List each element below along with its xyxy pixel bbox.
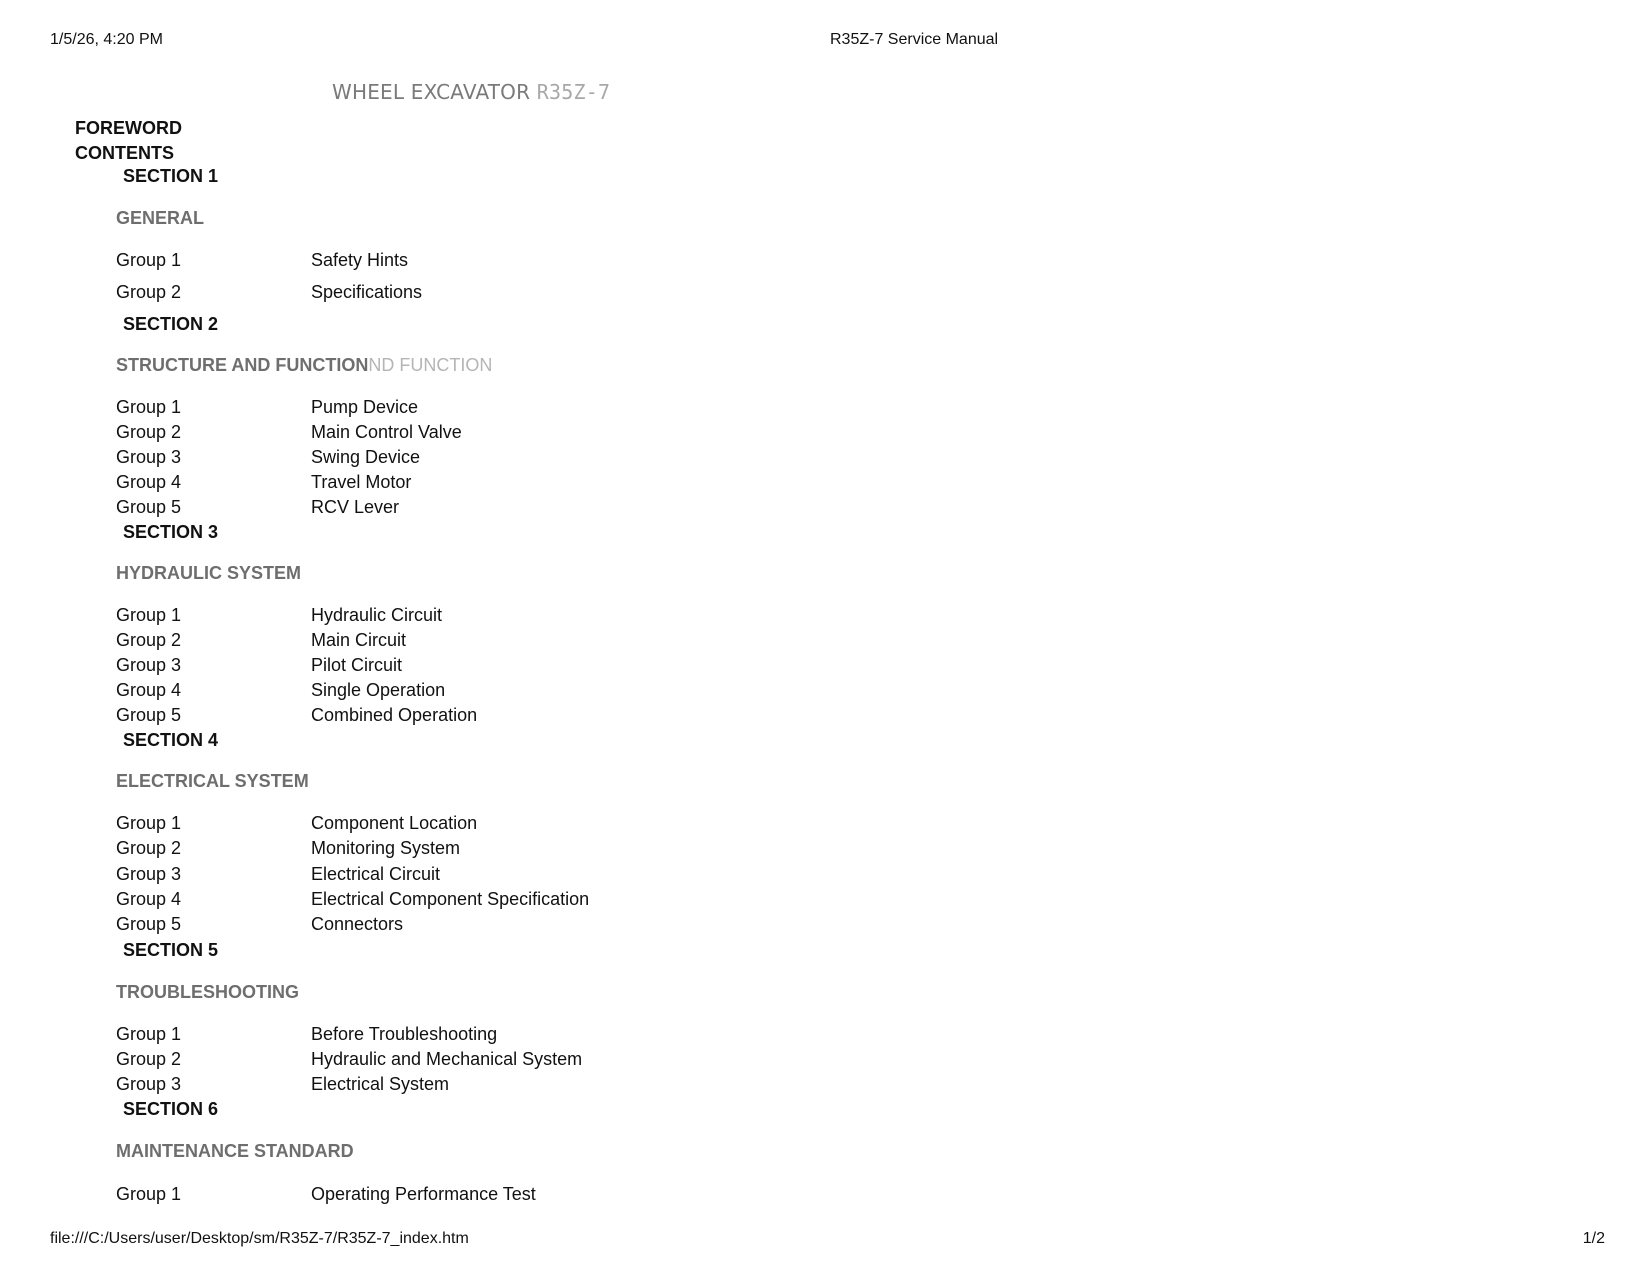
group-number-link[interactable]: Group 1 — [116, 397, 182, 417]
print-header-datetime: 1/5/26, 4:20 PM — [50, 31, 163, 48]
print-footer-page-number: 1/2 — [1582, 1230, 1605, 1247]
group-name-link[interactable]: Electrical System — [311, 1074, 450, 1094]
section-title-text: TROUBLESHOOTING — [116, 982, 299, 1002]
section-title-link[interactable] — [116, 355, 492, 376]
group-number-link[interactable]: Group 2 — [116, 838, 182, 858]
section-label: SECTION 6 — [123, 1099, 219, 1119]
group-name-link[interactable]: Before Troubleshooting — [311, 1024, 498, 1044]
group-number-link[interactable]: Group 4 — [116, 680, 182, 700]
group-name-link[interactable]: RCV Lever — [311, 497, 400, 517]
section-title-ghost-text: ND FUNCTION — [368, 355, 493, 375]
document-title-model: R35Z-7 — [536, 80, 611, 104]
group-name-link[interactable]: Electrical Component Specification — [311, 889, 590, 909]
print-header-title: R35Z-7 Service Manual — [830, 31, 999, 48]
group-name-link[interactable]: Single Operation — [311, 680, 446, 700]
group-name-link[interactable]: Component Location — [311, 813, 478, 833]
section-title-link[interactable] — [116, 563, 301, 584]
group-number-link[interactable]: Group 1 — [116, 1024, 182, 1044]
group-number-link[interactable]: Group 3 — [116, 655, 182, 675]
section-title-text: HYDRAULIC SYSTEM — [116, 563, 302, 583]
group-name-link[interactable]: Combined Operation — [311, 705, 478, 725]
group-name-link[interactable]: Swing Device — [311, 447, 421, 467]
group-number-link[interactable]: Group 3 — [116, 447, 182, 467]
group-number-link[interactable]: Group 2 — [116, 1049, 182, 1069]
group-number-link[interactable]: Group 5 — [116, 914, 182, 934]
group-name-link[interactable]: Specifications — [311, 282, 423, 302]
section-label: SECTION 4 — [123, 730, 219, 750]
group-name-link[interactable]: Electrical Circuit — [311, 864, 441, 884]
group-number-link[interactable]: Group 1 — [116, 813, 182, 833]
group-name-link[interactable]: Safety Hints — [311, 250, 409, 270]
group-name-link[interactable]: Travel Motor — [311, 472, 412, 492]
group-number-link[interactable]: Group 2 — [116, 422, 182, 442]
section-title-link[interactable] — [116, 771, 309, 792]
group-number-link[interactable]: Group 4 — [116, 472, 182, 492]
group-number-link[interactable]: Group 5 — [116, 705, 182, 725]
section-title-text: GENERAL — [116, 208, 205, 228]
group-number-link[interactable]: Group 4 — [116, 889, 182, 909]
group-number-link[interactable]: Group 1 — [116, 605, 182, 625]
section-title-link[interactable] — [116, 1141, 354, 1162]
group-name-link[interactable]: Connectors — [311, 914, 404, 934]
section-title-link[interactable] — [116, 208, 204, 229]
section-label: SECTION 3 — [123, 522, 219, 542]
section-title-text: MAINTENANCE STANDARD — [116, 1141, 354, 1161]
section-title-text: STRUCTURE AND FUNCTION — [116, 355, 369, 375]
group-number-link[interactable]: Group 3 — [116, 1074, 182, 1094]
document-title-part1: WHEEL EXCAVATOR — [332, 80, 537, 104]
print-footer-file-path: file:///C:/Users/user/Desktop/sm/R35Z-7/R35Z-7_index.htm — [50, 1230, 469, 1247]
group-number-link[interactable]: Group 2 — [116, 282, 182, 302]
section-label: SECTION 2 — [123, 314, 219, 334]
group-number-link[interactable]: Group 1 — [116, 250, 182, 270]
group-number-link[interactable]: Group 2 — [116, 630, 182, 650]
group-name-link[interactable]: Hydraulic Circuit — [311, 605, 443, 625]
section-title-link[interactable] — [116, 982, 299, 1003]
section-label: SECTION 1 — [123, 166, 219, 186]
group-name-link[interactable]: Main Circuit — [311, 630, 407, 650]
group-number-link[interactable]: Group 1 — [116, 1184, 182, 1204]
foreword-link[interactable]: FOREWORD — [75, 118, 182, 138]
group-name-link[interactable]: Operating Performance Test — [311, 1184, 536, 1204]
contents-link[interactable]: CONTENTS — [75, 143, 174, 163]
group-name-link[interactable]: Monitoring System — [311, 838, 461, 858]
group-name-link[interactable]: Pilot Circuit — [311, 655, 403, 675]
group-number-link[interactable]: Group 3 — [116, 864, 182, 884]
group-name-link[interactable]: Pump Device — [311, 397, 419, 417]
group-name-link[interactable]: Hydraulic and Mechanical System — [311, 1049, 583, 1069]
group-number-link[interactable]: Group 5 — [116, 497, 182, 517]
group-name-link[interactable]: Main Control Valve — [311, 422, 462, 442]
section-label: SECTION 5 — [123, 940, 219, 960]
section-title-text: ELECTRICAL SYSTEM — [116, 771, 309, 791]
document-title — [332, 80, 610, 104]
